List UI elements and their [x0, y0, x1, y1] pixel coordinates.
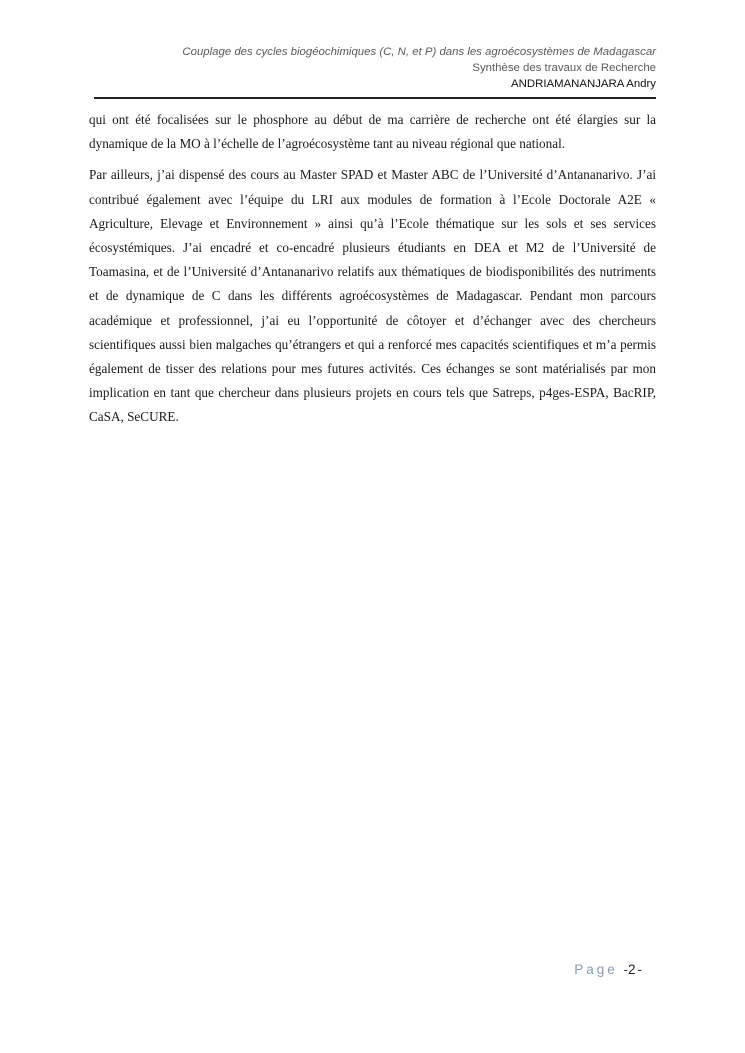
- page-number: 2: [627, 962, 636, 977]
- page-separator: -: [623, 962, 628, 977]
- page-header: [94, 44, 656, 92]
- body-text: [89, 108, 656, 437]
- paragraph-2: Par ailleurs, j’ai dispensé des cours au Master SPAD et Master ABC de l’Université d’Antananarivo. J’ai contribué également avec l’équipe du LRI aux modules de formation à l’Ecole Doctorale A2E « Agriculture, Elevage et Environnement » ainsi qu’à l’Ecole thématique sur les sols et ses services écosystémiques. J’ai encadré et co-encadré plusieurs étudiants en DEA et M2 de l’Université de Toamasina, et de l’Université d’Antananarivo relatifs aux thématiques de biodisponibilités des nutriments et de dynamique de C dans les différents agroécosystèmes de Madagascar. Pendant mon parcours académique et professionnel, j’ai eu l’opportunité de côtoyer et d’échanger avec des chercheurs scientifiques aussi bien malgaches qu’étrangers et qui a renforcé mes capacités scientifiques et m’a permis également de tisser des relations pour mes futures activités. Ces échanges se sont matérialisés par mon implication en tant que chercheur dans plusieurs projets en cours tels que Satreps, p4ges-ESPA, BacRIP, CaSA, SeCURE.: [89, 167, 656, 425]
- page-footer: [420, 962, 642, 977]
- paragraph-1: qui ont été focalisées sur le phosphore au début de ma carrière de recherche ont été élargies sur la dynamique de la MO à l’échelle de l’agroécosystème tant au niveau régional que national.: [89, 112, 656, 152]
- header-title: Couplage des cycles biogéochimiques (C, N, et P) dans les agroécosystèmes de Madagascar: [182, 46, 656, 58]
- header-subtitle: Synthèse des travaux de Recherche: [472, 62, 656, 74]
- page-label: Page: [574, 962, 618, 977]
- header-divider: [94, 97, 656, 99]
- header-author: ANDRIAMANANJARA Andry: [511, 78, 656, 90]
- page-trailing-separator: -: [637, 962, 642, 977]
